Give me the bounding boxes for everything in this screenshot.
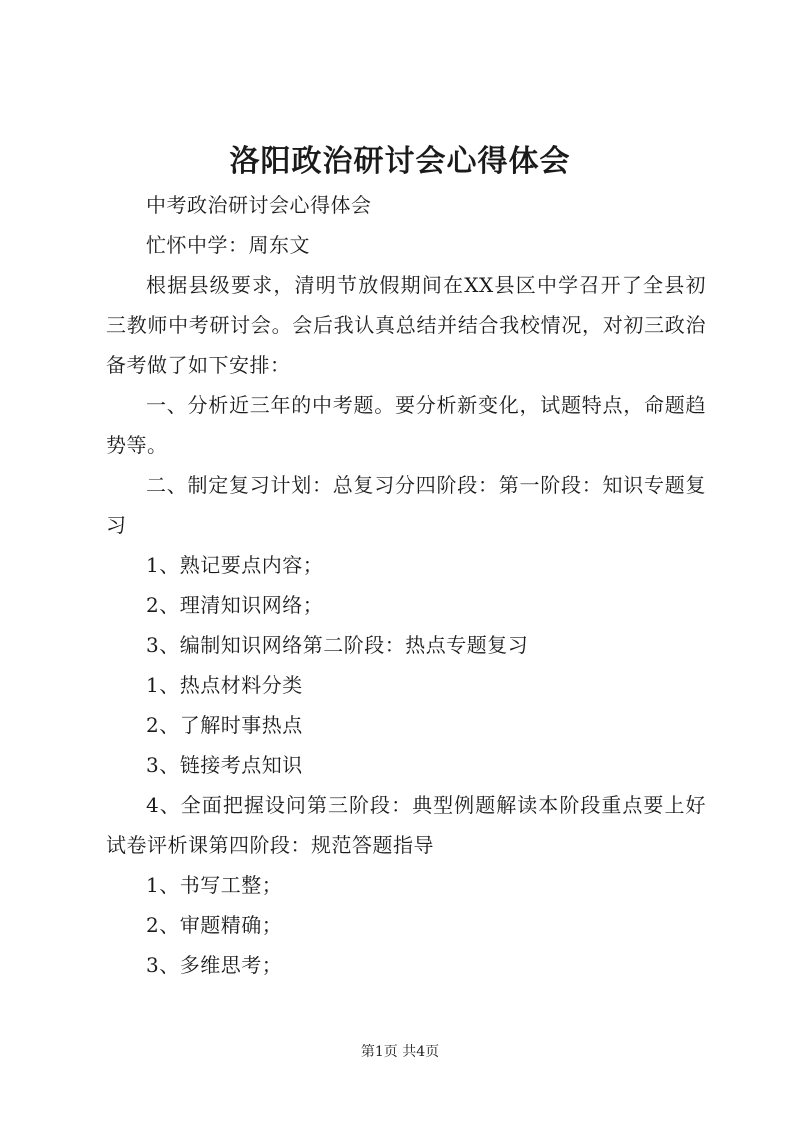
- list-item: 4、全面把握设问第三阶段：典型例题解读本阶段重点要上好试卷评析课第四阶段：规范答题指导: [106, 793, 706, 857]
- intro-paragraph: 根据县级要求，清明节放假期间在XX县区中学召开了全县初三教师中考研讨会。会后我认真总结并结合我校情况，对初三政治备考做了如下安排：: [106, 273, 706, 377]
- list-item: 1、热点材料分类: [146, 673, 303, 697]
- list-item: 3、链接考点知识: [146, 753, 303, 777]
- list-item: 3、编制知识网络第二阶段：热点专题复习: [146, 633, 529, 657]
- document-body: [106, 185, 706, 985]
- subtitle-paragraph: 中考政治研讨会心得体会: [146, 193, 372, 217]
- author-paragraph: 忙怀中学：周东文: [146, 233, 310, 257]
- list-item: 2、了解时事热点: [146, 713, 303, 737]
- list-item: 2、理清知识网络；: [146, 593, 324, 617]
- document-title: 洛阳政治研讨会心得体会: [229, 144, 571, 179]
- page-footer: 第1页 共4页: [360, 1044, 440, 1060]
- list-item: 1、熟记要点内容；: [146, 553, 324, 577]
- section-2-paragraph: 二、制定复习计划：总复习分四阶段：第一阶段：知识专题复习: [106, 473, 706, 537]
- list-item: 2、审题精确；: [146, 913, 283, 937]
- section-1-paragraph: 一、分析近三年的中考题。要分析新变化，试题特点，命题趋势等。: [106, 393, 706, 457]
- list-item: 1、书写工整；: [146, 873, 283, 897]
- list-item: 3、多维思考；: [146, 953, 283, 977]
